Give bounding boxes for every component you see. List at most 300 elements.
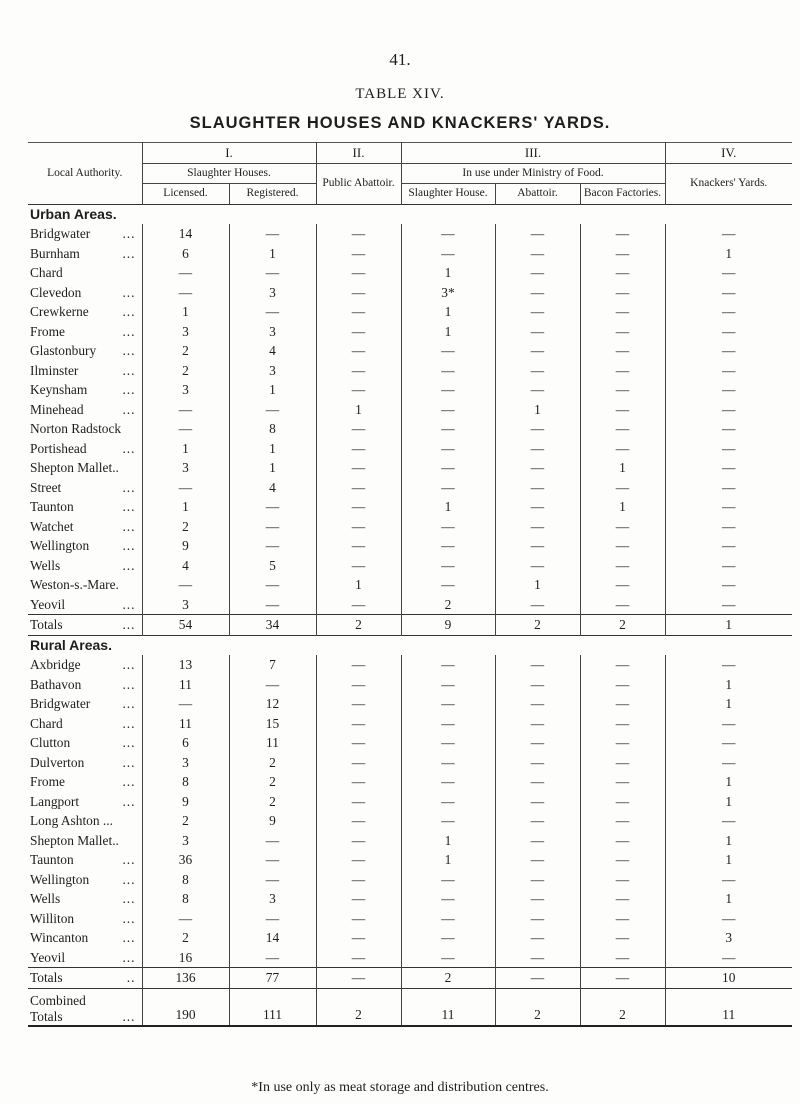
cell-licensed: 16 — [142, 948, 229, 968]
table-row — [28, 909, 792, 929]
urban-totals-label — [28, 615, 142, 636]
leader-dots: ... — [122, 596, 136, 612]
combined-public-abattoir: 2 — [316, 988, 401, 1026]
cell-knackers-yards: — — [722, 577, 736, 592]
cell-slaughter-house: — — [401, 224, 495, 244]
cell-knackers-yards: 1 — [725, 852, 733, 867]
cell-public-abattoir: — — [316, 968, 401, 989]
cell-abattoir: — — [495, 694, 580, 714]
cell-abattoir: — — [495, 419, 580, 439]
cell-knackers-yards: — — [722, 460, 736, 475]
authority-name-cell — [28, 694, 142, 714]
cell-registered: 2 — [229, 772, 316, 792]
table-row — [28, 575, 792, 595]
authority-name-cell — [28, 948, 142, 968]
cell-licensed: 9 — [142, 536, 229, 556]
header-roman-ii: II. — [316, 143, 401, 164]
leader-dots: ... — [122, 696, 136, 711]
authority-name: Ilminster — [30, 362, 79, 378]
authority-name: Yeovil — [30, 596, 66, 612]
cell-knackers-yards: — — [722, 421, 736, 436]
cell-abattoir: — — [495, 733, 580, 753]
cell-abattoir: — — [495, 478, 580, 498]
cell-public-abattoir: — — [316, 889, 401, 909]
cell-abattoir: — — [495, 556, 580, 576]
authority-name-cell — [28, 831, 142, 851]
cell-licensed: 3 — [142, 458, 229, 478]
cell-licensed: 2 — [142, 361, 229, 381]
cell-slaughter-house: — — [401, 400, 495, 420]
leader-dots: ... — [122, 676, 136, 692]
cell-bacon-factories: — — [580, 361, 665, 381]
cell-public-abattoir: — — [316, 714, 401, 734]
cell-licensed: — — [142, 909, 229, 929]
cell-slaughter-house: — — [401, 458, 495, 478]
cell-slaughter-house: 1 — [401, 302, 495, 322]
cell-abattoir: — — [495, 517, 580, 537]
cell-licensed: — — [142, 263, 229, 283]
table-header — [28, 143, 792, 205]
cell-licensed: 11 — [142, 675, 229, 695]
cell-knackers-yards: — — [722, 596, 736, 612]
cell-knackers-yards: — — [722, 754, 736, 770]
authority-name-cell — [28, 517, 142, 537]
authority-name-cell — [28, 224, 142, 244]
cell-knackers-yards: — — [722, 304, 736, 319]
cell-abattoir: — — [495, 439, 580, 459]
cell-registered: 12 — [229, 694, 316, 714]
cell-licensed: — — [142, 283, 229, 303]
cell-knackers-yards: 1 — [725, 832, 733, 848]
cell-registered: — — [229, 263, 316, 283]
cell-abattoir: — — [495, 928, 580, 948]
cell-knackers-yards: 1 — [725, 676, 733, 692]
cell-public-abattoir: — — [316, 870, 401, 890]
table-row — [28, 556, 792, 576]
cell-licensed: 36 — [142, 850, 229, 870]
cell-slaughter-house: — — [401, 714, 495, 734]
cell-knackers-yards: — — [722, 382, 736, 397]
cell-abattoir: — — [495, 655, 580, 675]
authority-name-cell — [28, 497, 142, 517]
authority-name: Frome — [30, 323, 65, 339]
leader-dots: ... — [122, 323, 136, 339]
cell-knackers-yards: — — [722, 265, 736, 280]
table-row — [28, 928, 792, 948]
combined-registered: 111 — [229, 988, 316, 1026]
cell-licensed: 8 — [142, 889, 229, 909]
cell-knackers-yards: — — [722, 440, 736, 456]
cell-abattoir: 2 — [495, 615, 580, 636]
cell-registered: 2 — [229, 792, 316, 812]
combined-label-dots: ... — [122, 1008, 136, 1024]
cell-public-abattoir: 1 — [316, 575, 401, 595]
cell-registered: — — [229, 302, 316, 322]
cell-knackers-yards: — — [722, 479, 736, 495]
header-roman-iii: III. — [401, 143, 665, 164]
cell-bacon-factories: — — [580, 224, 665, 244]
cell-licensed: 3 — [142, 753, 229, 773]
leader-dots: ... — [122, 284, 136, 300]
leader-dots: ... — [122, 499, 136, 514]
cell-registered: 7 — [229, 655, 316, 675]
cell-abattoir: 1 — [495, 400, 580, 420]
table-row — [28, 478, 792, 498]
rural-totals-row — [28, 968, 792, 989]
authority-name: Williton — [30, 910, 75, 926]
cell-knackers-yards: — — [722, 284, 736, 300]
cell-abattoir: — — [495, 341, 580, 361]
authority-name-cell — [28, 244, 142, 264]
cell-knackers-yards: — — [722, 871, 736, 887]
cell-bacon-factories: — — [580, 968, 665, 989]
cell-licensed: 2 — [142, 341, 229, 361]
authority-name-cell — [28, 380, 142, 400]
cell-slaughter-house: — — [401, 792, 495, 812]
authority-name: Bridgwater — [30, 696, 91, 711]
header-knackers-yards: Knackers' Yards. — [665, 163, 792, 204]
authority-name-cell — [28, 655, 142, 675]
cell-public-abattoir: — — [316, 928, 401, 948]
authority-name: Watchet — [30, 518, 74, 534]
table-row — [28, 361, 792, 381]
cell-knackers-yards: — — [722, 813, 736, 828]
header-roman-iv: IV. — [721, 145, 737, 160]
cell-slaughter-house: — — [401, 928, 495, 948]
cell-knackers-yards: 3 — [725, 930, 733, 945]
table-row — [28, 753, 792, 773]
cell-registered: 9 — [229, 811, 316, 831]
leader-dots: ... — [122, 735, 136, 750]
cell-licensed: 8 — [142, 870, 229, 890]
leader-dots: ... — [122, 715, 136, 731]
cell-abattoir: — — [495, 497, 580, 517]
cell-slaughter-house: — — [401, 948, 495, 968]
table-row — [28, 889, 792, 909]
cell-public-abattoir: — — [316, 517, 401, 537]
table-row — [28, 244, 792, 264]
table-row — [28, 302, 792, 322]
cell-public-abattoir: — — [316, 361, 401, 381]
leader-dots: ... — [122, 754, 136, 770]
table-row — [28, 419, 792, 439]
leader-dots: ... — [122, 362, 136, 378]
cell-abattoir: — — [495, 361, 580, 381]
authority-name: Shepton Mallet.. — [30, 832, 119, 848]
rural-areas-heading: Rural Areas. — [30, 636, 112, 653]
table-row — [28, 341, 792, 361]
cell-licensed: 8 — [142, 772, 229, 792]
cell-bacon-factories: — — [580, 478, 665, 498]
cell-registered: 34 — [229, 615, 316, 636]
cell-licensed: — — [142, 478, 229, 498]
cell-slaughter-house: — — [401, 380, 495, 400]
cell-abattoir: — — [495, 244, 580, 264]
table-row — [28, 380, 792, 400]
cell-slaughter-house: — — [401, 556, 495, 576]
cell-abattoir: — — [495, 380, 580, 400]
cell-abattoir: — — [495, 792, 580, 812]
rural-areas-section — [28, 635, 792, 988]
cell-licensed: 54 — [142, 615, 229, 636]
table-row — [28, 283, 792, 303]
cell-knackers-yards: — — [722, 362, 736, 378]
cell-abattoir: — — [495, 889, 580, 909]
cell-registered: 14 — [229, 928, 316, 948]
cell-licensed: 3 — [142, 595, 229, 615]
cell-bacon-factories: 1 — [580, 497, 665, 517]
table-row — [28, 792, 792, 812]
table-row — [28, 655, 792, 675]
authority-name-cell — [28, 263, 142, 283]
cell-public-abattoir: — — [316, 497, 401, 517]
cell-licensed: 3 — [142, 322, 229, 342]
cell-bacon-factories: — — [580, 439, 665, 459]
combined-totals-label — [28, 988, 142, 1026]
cell-knackers-yards: — — [722, 910, 736, 926]
leader-dots: ... — [122, 871, 136, 887]
cell-public-abattoir: — — [316, 224, 401, 244]
combined-abattoir: 2 — [495, 988, 580, 1026]
authority-name: Clevedon — [30, 284, 82, 300]
leader-dots: ... — [122, 401, 136, 417]
cell-bacon-factories: — — [580, 909, 665, 929]
header-registered: Registered. — [229, 184, 316, 205]
cell-registered: — — [229, 831, 316, 851]
cell-bacon-factories: 2 — [580, 615, 665, 636]
cell-registered: 4 — [229, 341, 316, 361]
cell-bacon-factories: — — [580, 811, 665, 831]
cell-public-abattoir: — — [316, 302, 401, 322]
leader-dots: ... — [122, 518, 136, 534]
cell-registered: — — [229, 909, 316, 929]
header-local-authority: Local Authority. — [28, 143, 142, 205]
cell-registered: 77 — [229, 968, 316, 989]
authority-name: Burnham — [30, 245, 80, 261]
totals-label-text: Totals — [30, 970, 63, 985]
cell-bacon-factories: — — [580, 948, 665, 968]
cell-bacon-factories: — — [580, 517, 665, 537]
leader-dots: ... — [122, 343, 136, 358]
authority-name-cell — [28, 556, 142, 576]
leader-dots: ... — [122, 226, 136, 241]
cell-bacon-factories: — — [580, 655, 665, 675]
cell-bacon-factories: — — [580, 419, 665, 439]
table-row — [28, 850, 792, 870]
authority-name: Chard — [30, 265, 63, 280]
cell-public-abattoir: — — [316, 811, 401, 831]
cell-public-abattoir: — — [316, 263, 401, 283]
leader-dots: ... — [122, 440, 136, 456]
cell-licensed: 11 — [142, 714, 229, 734]
cell-abattoir: — — [495, 909, 580, 929]
cell-public-abattoir: — — [316, 380, 401, 400]
cell-public-abattoir: — — [316, 753, 401, 773]
cell-abattoir: — — [495, 322, 580, 342]
leader-dots: .. — [126, 970, 136, 985]
cell-slaughter-house: — — [401, 694, 495, 714]
header-public-abattoir: Public Abattoir. — [316, 163, 401, 204]
cell-licensed: 6 — [142, 733, 229, 753]
header-roman-i: I. — [142, 143, 316, 164]
authority-name: Long Ashton ... — [30, 813, 113, 828]
cell-registered: 1 — [229, 458, 316, 478]
table-row — [28, 831, 792, 851]
cell-slaughter-house: — — [401, 811, 495, 831]
cell-knackers-yards: — — [722, 715, 736, 731]
combined-slaughter-house: 11 — [401, 988, 495, 1026]
leader-dots: ... — [122, 538, 136, 553]
cell-abattoir: — — [495, 811, 580, 831]
cell-registered: 15 — [229, 714, 316, 734]
cell-abattoir: — — [495, 850, 580, 870]
cell-registered: — — [229, 536, 316, 556]
cell-registered: — — [229, 497, 316, 517]
cell-slaughter-house: 3* — [401, 283, 495, 303]
authority-name: Taunton — [30, 499, 74, 514]
cell-bacon-factories: — — [580, 302, 665, 322]
cell-abattoir: — — [495, 948, 580, 968]
authority-name: Norton Radstock — [30, 421, 122, 436]
authority-name-cell — [28, 909, 142, 929]
leader-dots: ... — [122, 891, 136, 906]
cell-public-abattoir: — — [316, 733, 401, 753]
authority-name-cell — [28, 714, 142, 734]
leader-dots: ... — [122, 910, 136, 926]
cell-knackers-yards: 1 — [725, 696, 733, 711]
cell-knackers-yards: 1 — [725, 617, 733, 632]
table-label: TABLE XIV. — [355, 86, 445, 102]
cell-bacon-factories: — — [580, 870, 665, 890]
authority-name-cell — [28, 283, 142, 303]
authority-name-cell — [28, 341, 142, 361]
cell-knackers-yards: — — [722, 343, 736, 358]
combined-label-line2: Totals — [30, 1008, 63, 1024]
table-row — [28, 714, 792, 734]
cell-slaughter-house: — — [401, 478, 495, 498]
cell-bacon-factories: — — [580, 244, 665, 264]
header-slaughter-houses: Slaughter Houses. — [142, 163, 316, 184]
authority-name: Portishead — [30, 440, 87, 456]
cell-bacon-factories: — — [580, 595, 665, 615]
authority-name-cell — [28, 889, 142, 909]
cell-bacon-factories: — — [580, 263, 665, 283]
cell-registered: 11 — [229, 733, 316, 753]
cell-public-abattoir: — — [316, 595, 401, 615]
authority-name: Glastonbury — [30, 343, 97, 358]
cell-bacon-factories: — — [580, 850, 665, 870]
cell-knackers-yards: — — [722, 949, 736, 965]
authority-name-cell — [28, 928, 142, 948]
cell-slaughter-house: 1 — [401, 850, 495, 870]
cell-knackers-yards: 1 — [725, 245, 733, 261]
rural-totals-label — [28, 968, 142, 989]
cell-licensed: 6 — [142, 244, 229, 264]
header-ministry-of-food: In use under Ministry of Food. — [401, 163, 665, 184]
cell-bacon-factories: — — [580, 675, 665, 695]
cell-abattoir: — — [495, 595, 580, 615]
table-row — [28, 263, 792, 283]
authority-name-cell — [28, 302, 142, 322]
leader-dots: ... — [122, 557, 136, 573]
authority-name-cell — [28, 733, 142, 753]
cell-registered: 2 — [229, 753, 316, 773]
cell-abattoir: — — [495, 283, 580, 303]
cell-slaughter-house: — — [401, 655, 495, 675]
table-row — [28, 675, 792, 695]
cell-slaughter-house: — — [401, 575, 495, 595]
cell-licensed: — — [142, 694, 229, 714]
cell-licensed: 1 — [142, 497, 229, 517]
cell-licensed: 136 — [142, 968, 229, 989]
leader-dots: ... — [122, 657, 136, 672]
cell-registered: 1 — [229, 380, 316, 400]
urban-areas-heading: Urban Areas. — [30, 205, 117, 222]
cell-public-abattoir: — — [316, 458, 401, 478]
cell-registered: — — [229, 595, 316, 615]
cell-licensed: 3 — [142, 380, 229, 400]
authority-name-cell — [28, 322, 142, 342]
cell-licensed: 9 — [142, 792, 229, 812]
cell-knackers-yards: — — [722, 323, 736, 339]
table-row — [28, 948, 792, 968]
cell-slaughter-house: 2 — [401, 968, 495, 989]
urban-totals-row — [28, 615, 792, 636]
cell-registered: 1 — [229, 439, 316, 459]
authority-name: Wells — [30, 557, 61, 573]
cell-bacon-factories: — — [580, 772, 665, 792]
cell-public-abattoir: — — [316, 694, 401, 714]
cell-bacon-factories: — — [580, 889, 665, 909]
table-row — [28, 517, 792, 537]
cell-public-abattoir: — — [316, 909, 401, 929]
combined-bacon-factories: 2 — [580, 988, 665, 1026]
cell-abattoir: — — [495, 536, 580, 556]
cell-licensed: 2 — [142, 811, 229, 831]
combined-knackers-yards: 11 — [722, 1007, 736, 1022]
cell-knackers-yards: — — [722, 401, 736, 417]
table-bottom-rule — [28, 1026, 792, 1029]
cell-slaughter-house: — — [401, 419, 495, 439]
authority-name-cell — [28, 772, 142, 792]
leader-dots: ... — [122, 245, 136, 261]
cell-slaughter-house: 9 — [401, 615, 495, 636]
table-row — [28, 694, 792, 714]
authority-name-cell — [28, 458, 142, 478]
header-bacon-factories: Bacon Factories. — [580, 184, 665, 205]
cell-public-abattoir: — — [316, 244, 401, 264]
authority-name: Frome — [30, 774, 65, 789]
cell-slaughter-house: 1 — [401, 322, 495, 342]
cell-licensed: 3 — [142, 831, 229, 851]
authority-name-cell — [28, 439, 142, 459]
cell-public-abattoir: 1 — [316, 400, 401, 420]
cell-bacon-factories: — — [580, 341, 665, 361]
cell-slaughter-house: — — [401, 536, 495, 556]
table-row — [28, 439, 792, 459]
leader-dots: ... — [122, 774, 136, 789]
cell-public-abattoir: — — [316, 655, 401, 675]
authority-name-cell — [28, 850, 142, 870]
cell-registered: — — [229, 870, 316, 890]
authority-name: Bathavon — [30, 676, 82, 692]
cell-public-abattoir: — — [316, 439, 401, 459]
cell-abattoir: — — [495, 675, 580, 695]
combined-label-line1: Combined — [30, 992, 86, 1008]
authority-name: Taunton — [30, 852, 74, 867]
footnote: *In use only as meat storage and distribution centres. — [251, 1080, 549, 1095]
table-row — [28, 595, 792, 615]
